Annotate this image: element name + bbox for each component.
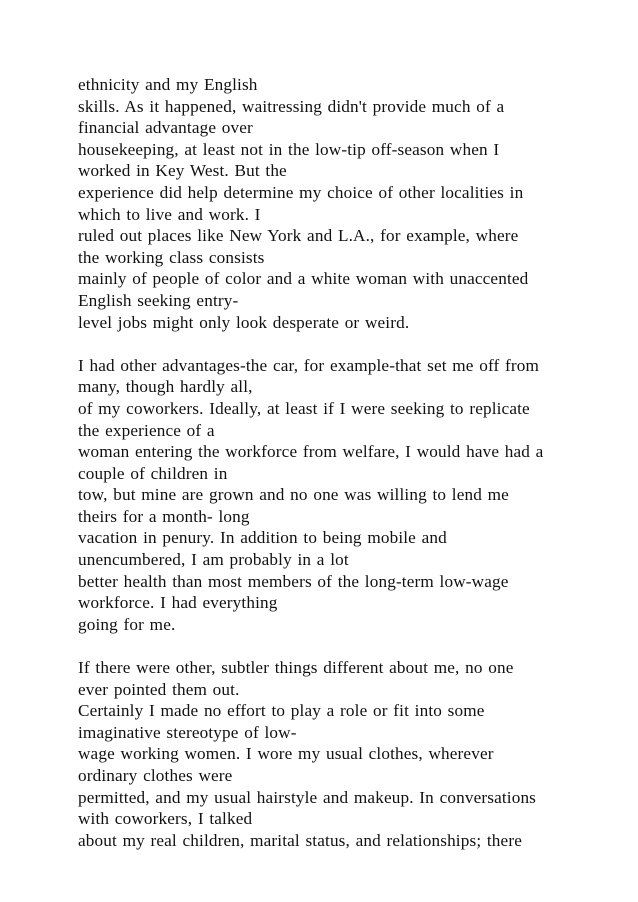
text-line: mainly of people of color and a white woman with unaccented	[78, 269, 529, 289]
text-line: Certainly I made no effort to play a role or fit into some	[78, 701, 485, 721]
text-line: about my real children, marital status, and relationships; there	[78, 830, 522, 850]
text-line: theirs for a month- long	[78, 506, 250, 526]
text-line: workforce. I had everything	[78, 593, 278, 613]
text-line: financial advantage over	[78, 118, 253, 138]
text-line: unencumbered, I am probably in a lot	[78, 550, 349, 570]
text-line: English seeking entry-	[78, 290, 239, 310]
text-line: which to live and work. I	[78, 204, 261, 224]
text-line: wage working women. I wore my usual clothes, wherever	[78, 744, 494, 764]
paragraph-gap	[78, 635, 618, 657]
text-line: many, though hardly all,	[78, 377, 253, 397]
text-line: of my coworkers. Ideally, at least if I were seeking to replicate	[78, 398, 530, 418]
text-line: skills. As it happened, waitressing didn't provide much of a	[78, 96, 505, 116]
text-line: tow, but mine are grown and no one was willing to lend me	[78, 485, 509, 505]
text-line: better health than most members of the long-term low-wage	[78, 571, 509, 591]
text-line: worked in Key West. But the	[78, 161, 287, 181]
text-line: If there were other, subtler things different about me, no one	[78, 658, 514, 678]
text-line: ordinary clothes were	[78, 766, 233, 785]
text-line: woman entering the workforce from welfare, I would have had a	[78, 442, 544, 462]
body-text	[78, 74, 618, 851]
text-line: permitted, and my usual hairstyle and makeup. In conversations	[78, 787, 537, 807]
text-line: experience did help determine my choice of other localities in	[78, 182, 524, 202]
text-line: housekeeping, at least not in the low-tip off-season when I	[78, 139, 500, 159]
text-line: the experience of a	[78, 420, 215, 440]
text-line: with coworkers, I talked	[78, 809, 253, 829]
text-line: vacation in penury. In addition to being mobile and	[78, 528, 447, 548]
text-line: imaginative stereotype of low-	[78, 722, 297, 742]
text-line: ruled out places like New York and L.A., for example, where	[78, 226, 519, 246]
text-line: I had other advantages-the car, for example-that set me off from	[78, 355, 540, 375]
text-line: level jobs might only look desperate or weird.	[78, 312, 410, 332]
text-line: ever pointed them out.	[78, 679, 240, 699]
text-line: couple of children in	[78, 463, 228, 483]
text-line: ethnicity and my English	[78, 75, 258, 94]
text-line: the working class consists	[78, 247, 265, 267]
paragraph-gap	[78, 333, 618, 355]
text-line: going for me.	[78, 614, 176, 634]
